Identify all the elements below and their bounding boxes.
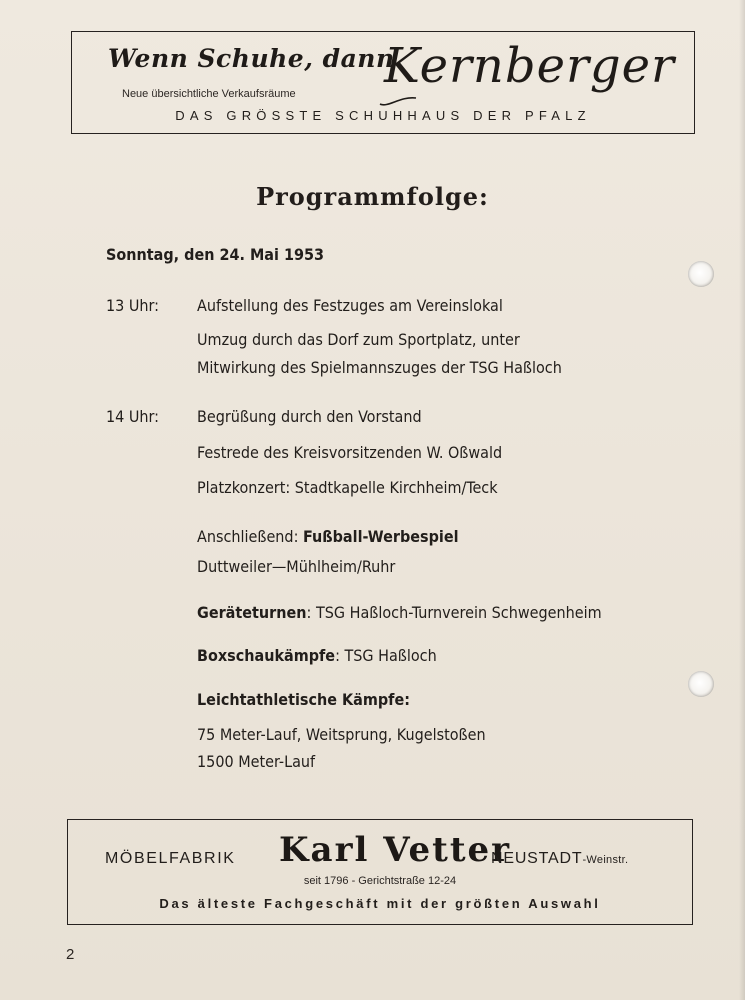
program-date: Sonntag, den 24. Mai 1953 — [106, 245, 325, 264]
program-item: Mitwirkung des Spielmannszuges der TSG Haßloch — [197, 358, 562, 377]
advertisement-kernberger — [71, 31, 695, 134]
football-prefix: Anschließend: — [197, 527, 303, 546]
ad-brand-name: Kernberger — [384, 38, 675, 94]
program-item: Umzug durch das Dorf zum Sportplatz, unter — [197, 330, 520, 349]
time-13: 13 Uhr: — [106, 296, 160, 315]
athletics-line2: 1500 Meter-Lauf — [197, 752, 316, 771]
ad-city — [491, 850, 628, 868]
gymnastics-line — [197, 603, 602, 622]
advertisement-vetter — [67, 819, 693, 925]
punch-hole — [688, 671, 714, 697]
football-teams: Duttweiler—Mühlheim/Ruhr — [197, 557, 396, 576]
program-item: Festrede des Kreisvorsitzenden W. Oßwald — [197, 443, 503, 462]
program-item: Platzkonzert: Stadtkapelle Kirchheim/Teck — [197, 478, 498, 497]
ad-firm: MÖBELFABRIK — [105, 850, 236, 867]
ad-address: seit 1796 - Gerichtstraße 12-24 — [303, 875, 457, 887]
athletics-title: Leichtathletische Kämpfe: — [197, 690, 410, 709]
gymnastics-title: Geräteturnen — [197, 603, 307, 622]
program-item: Begrüßung durch den Vorstand — [197, 407, 422, 426]
ad-subline: Neue übersichtliche Verkaufsräume — [122, 88, 296, 100]
page-number: 2 — [66, 946, 75, 963]
gymnastics-sep: : — [306, 603, 316, 622]
ad-owner-name: Karl Vetter — [279, 830, 512, 870]
brand-swash-icon — [378, 94, 418, 108]
ad-tagline: DAS GRÖSSTE SCHUHHAUS DER PFALZ — [175, 108, 591, 123]
boxing-title: Boxschaukämpfe — [197, 646, 336, 665]
program-heading: Programmfolge: — [256, 182, 489, 211]
boxing-text: TSG Haßloch — [344, 646, 437, 665]
athletics-line1: 75 Meter-Lauf, Weitsprung, Kugelstoßen — [197, 725, 486, 744]
football-line — [197, 527, 459, 546]
ad-slogan: Wenn Schuhe, dann — [108, 44, 395, 73]
page-edge-shadow — [739, 0, 745, 1000]
football-title: Fußball-Werbespiel — [302, 527, 459, 546]
ad-city-sub: -Weinstr. — [582, 854, 629, 866]
boxing-line — [197, 646, 437, 665]
ad-city-name: NEUSTADT — [491, 850, 583, 867]
punch-hole — [688, 261, 714, 287]
time-14: 14 Uhr: — [106, 407, 160, 426]
ad-motto: Das älteste Fachgeschäft mit der größten Auswahl — [159, 896, 601, 911]
gymnastics-text: TSG Haßloch-Turnverein Schwegenheim — [315, 603, 602, 622]
program-item: Aufstellung des Festzuges am Vereinslokal — [197, 296, 503, 315]
boxing-sep: : — [335, 646, 345, 665]
